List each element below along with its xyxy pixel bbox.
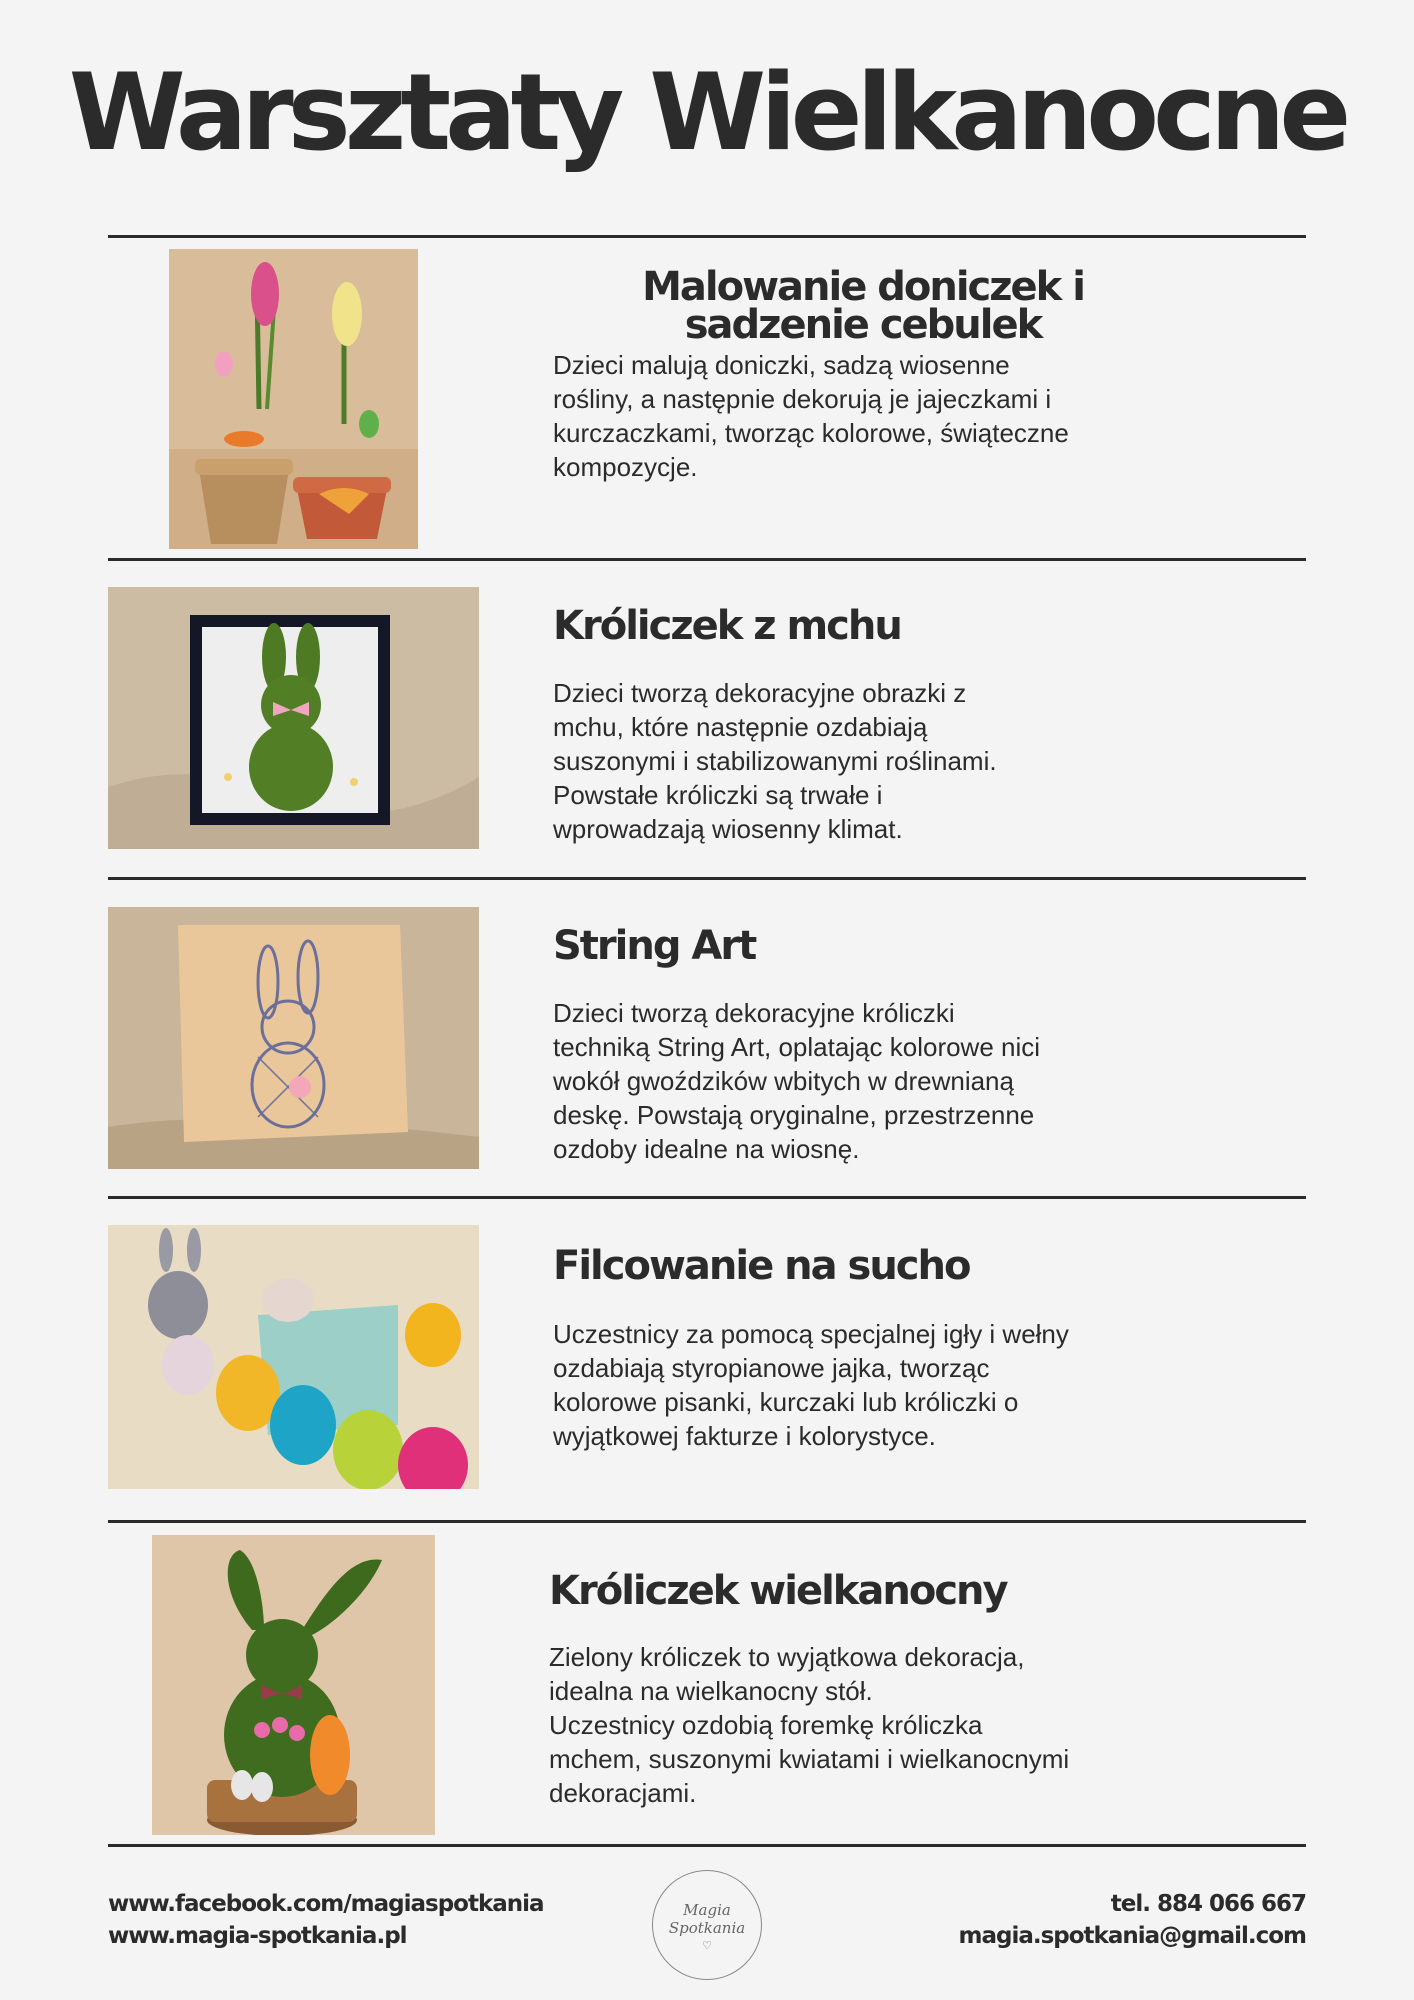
workshop-heading: Króliczek wielkanocny (549, 1568, 1007, 1614)
divider (108, 235, 1306, 238)
divider (108, 558, 1306, 561)
website-link[interactable]: www.magia-spotkania.pl (108, 1923, 407, 1949)
workshop-photo-flowerpots (169, 249, 418, 549)
workshop-description: Zielony króliczek to wyjątkowa dekoracja, idealna na wielkanocny stół. Uczestnicy ozdobią foremkę króliczka mchem, suszonymi kwiatami i wielkanocnymi dekoracjami. (549, 1642, 1070, 1808)
divider (108, 1196, 1306, 1199)
magia-spotkania-logo (652, 1870, 762, 1980)
workshop-heading: Malowanie doniczek i sadzenie cebulek (642, 264, 1084, 348)
facebook-link[interactable]: www.facebook.com/magiaspotkania (108, 1891, 544, 1917)
divider (108, 877, 1306, 880)
workshop-heading: Filcowanie na sucho (553, 1243, 970, 1289)
phone-number[interactable]: tel. 884 066 667 (1110, 1891, 1306, 1917)
logo-text-line2: Spotkania (668, 1919, 746, 1937)
heart-icon: ♡ (702, 1939, 712, 1952)
workshop-description: Dzieci malują doniczki, sadzą wiosenne rośliny, a następnie dekorują je jajeczkami i kurczaczkami, tworząc kolorowe, świąteczne kompozycje. (553, 350, 1069, 482)
workshop-photo-moss-bunny-frame (108, 587, 479, 849)
workshop-description: Uczestnicy za pomocą specjalnej igły i wełny ozdabiają styropianowe jajka, tworząc kolorowe pisanki, kurczaki lub króliczki o wyjątkowej fakturze i kolorystyce. (553, 1319, 1069, 1451)
workshop-heading: Króliczek z mchu (553, 603, 901, 649)
divider (108, 1844, 1306, 1847)
logo-text-line1: Magia (683, 1901, 731, 1919)
divider (108, 1520, 1306, 1523)
workshop-photo-string-art (108, 907, 479, 1169)
workshop-heading: String Art (553, 923, 756, 969)
workshop-photo-easter-bunny (152, 1535, 435, 1835)
workshop-photo-needle-felting (108, 1225, 479, 1489)
workshop-description: Dzieci tworzą dekoracyjne króliczki techniką String Art, oplatając kolorowe nici wokół gwoździków wbitych w drewnianą deskę. Powstają oryginalne, przestrzenne ozdoby idealne na wiosnę. (553, 998, 1041, 1164)
email-address[interactable]: magia.spotkania@gmail.com (958, 1923, 1306, 1949)
page-title: Warsztaty Wielkanocne (68, 51, 1346, 174)
workshop-description: Dzieci tworzą dekoracyjne obrazki z mchu, które następnie ozdabiają suszonymi i stabilizowanymi roślinami. Powstałe króliczki są trwałe i wprowadzają wiosenny klimat. (553, 678, 997, 844)
